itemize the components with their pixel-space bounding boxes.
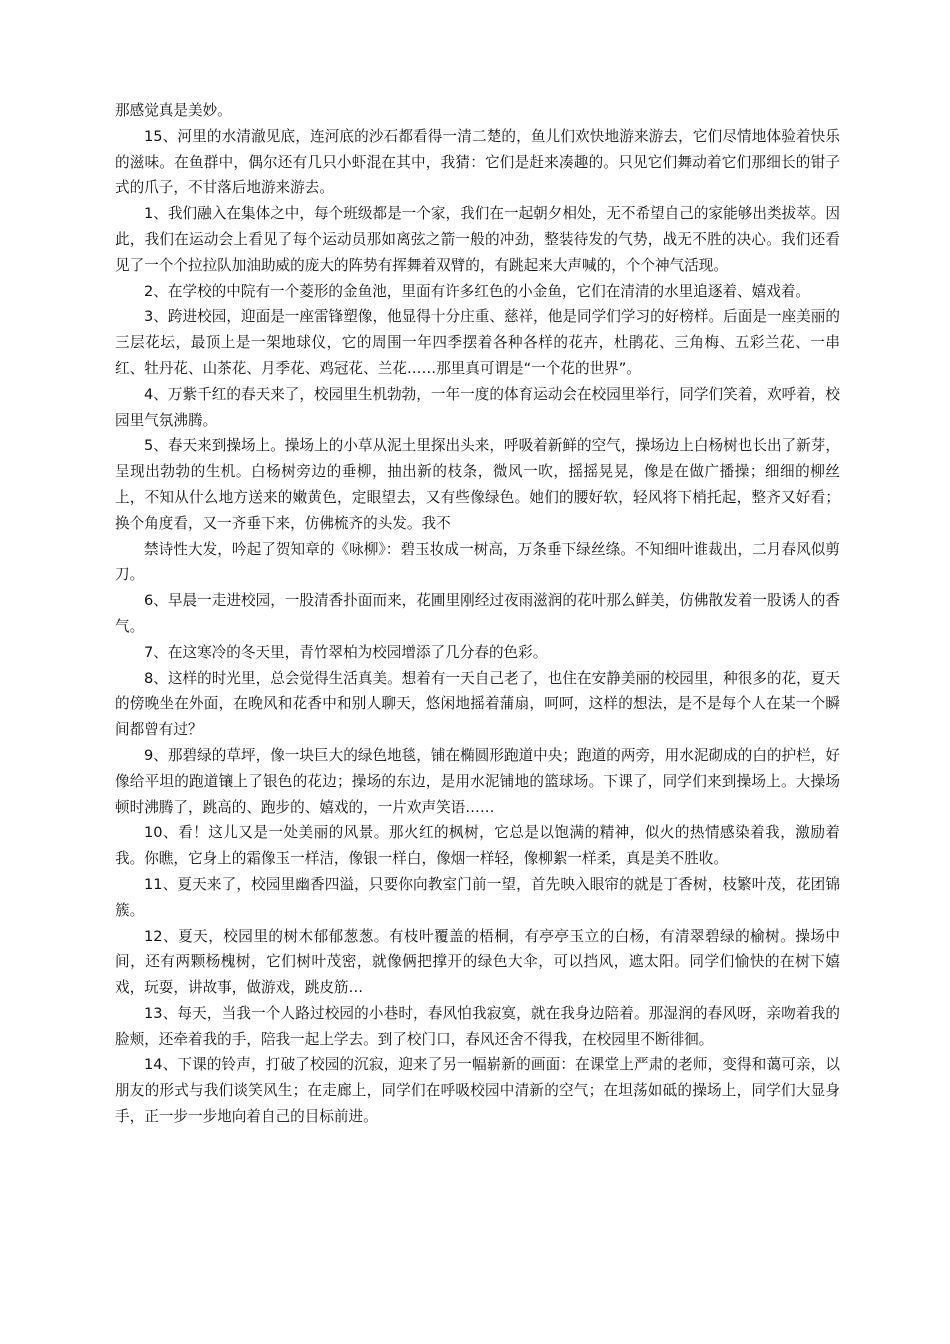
paragraph-15: 15、河里的水清澈见底，连河底的沙石都看得一清二楚的，鱼儿们欢快地游来游去，它们尽情地体验着快乐的滋味。在鱼群中，偶尔还有几只小虾混在其中，我猜：它们是赶来凑趣的。只见它们舞动着它们那细长的钳子式的爪子，不甘落后地游来游去。 (115, 127, 840, 197)
paragraph-4: 4、万紫千红的春天来了，校园里生机勃勃，一年一度的体育运动会在校园里举行，同学们笑着，欢呼着，校园里气氛沸腾。 (115, 385, 840, 429)
paragraph-7: 7、在这寒冷的冬天里，青竹翠柏为校园增添了几分春的色彩。 (144, 643, 548, 661)
paragraph-12: 12、夏天，校园里的树木郁郁葱葱。有枝叶覆盖的梧桐，有亭亭玉立的白杨，有清翠碧绿的榆树。操场中间，还有两颗杨槐树，它们树叶茂密，就像俩把撑开的绿色大伞，可以挡风，遮太阳。同学们愉快的在树下嬉戏，玩耍，讲故事，做游戏，跳皮筋… (115, 927, 840, 997)
paragraph-3: 3、跨进校园，迎面是一座雷锋塑像，他显得十分庄重、慈祥，他是同学们学习的好榜样。后面是一座美丽的三层花坛，最顶上是一架地球仪，它的周围一年四季摆着各种各样的花卉，杜鹃花、三角梅、五彩兰花、一串红、牡丹花、山茶花、月季花、鸡冠花、兰花……那里真可谓是“一个花的世界”。 (115, 308, 840, 377)
paragraph-1: 1、我们融入在集体之中，每个班级都是一个家，我们在一起朝夕相处，无不希望自己的家能够出类拔萃。因此，我们在运动会上看见了每个运动员那如离弦之箭一般的冲劲，整装待发的气势，战无不胜的决心。我们还看见了一个个拉拉队加油助威的庞大的阵势有挥舞着双臂的，有跳起来大声喊的，个个神气活现。 (115, 205, 840, 274)
paragraph-13: 13、每天，当我一个人路过校园的小巷时，春风怕我寂寞，就在我身边陪着。那湿润的春风呀，亲吻着我的脸颊，还牵着我的手，陪我一起上学去。到了校门口，春风还舍不得我，在校园里不断徘徊。 (115, 1004, 840, 1048)
paragraph-6: 6、早晨一走进校园，一股清香扑面而来，花圃里刚经过夜雨滋润的花叶那么鲜美，仿佛散发着一股诱人的香气。 (115, 592, 840, 635)
paragraph-14: 14、下课的铃声，打破了校园的沉寂，迎来了另一幅崭新的画面：在课堂上严肃的老师，变得和蔼可亲，以朋友的形式与我们谈笑风生；在走廊上，同学们在呼吸校园中清新的空气；在坦荡如砥的操场上，同学们大显身手，正一步一步地向着自己的目标前进。 (115, 1056, 840, 1126)
paragraph-11: 11、夏天来了，校园里幽香四溢，只要你向教室门前一望，首先映入眼帘的就是丁香树，枝繁叶茂，花团锦簇。 (115, 875, 840, 919)
document-body (115, 98, 840, 1130)
paragraph-9: 9、那碧绿的草坪，像一块巨大的绿色地毯，铺在椭圆形跑道中央；跑道的两旁，用水泥砌成的白的护栏，好像给平坦的跑道镶上了银色的花边；操场的东边，是用水泥铺地的篮球场。下课了，同学们来到操场上。大操场顿时沸腾了，跳高的、跑步的、嬉戏的，一片欢声笑语…… (115, 746, 840, 816)
paragraph-5: 5、春天来到操场上。操场上的小草从泥土里探出头来，呼吸着新鲜的空气，操场边上白杨树也长出了新芽，呈现出勃勃的生机。白杨树旁边的垂柳，抽出新的枝条，微风一吹，摇摇晃晃，像是在做广播操；细细的柳丝上，不知从什么地方送来的嫩黄色，定眼望去，又有些像绿色。她们的腰好软，轻风将下梢托起，整齐又好看；换个角度看，又一齐垂下来，仿佛梳齐的头发。我不 (115, 437, 840, 532)
paragraph-5-continued: 禁诗性大发，吟起了贺知章的《咏柳》：碧玉妆成一树高，万条垂下绿丝绦。不知细叶谁裁出，二月春风似剪刀。 (115, 540, 840, 584)
paragraph-10: 10、看！这儿又是一处美丽的风景。那火红的枫树，它总是以饱满的精神，似火的热情感染着我，激励着我。你瞧，它身上的霜像玉一样洁，像银一样白，像烟一样轻，像柳絮一样柔，真是美不胜收。 (115, 824, 840, 868)
paragraph-8: 8、这样的时光里，总会觉得生活真美。想着有一天自己老了，也住在安静美丽的校园里，种很多的花，夏天的傍晚坐在外面，在晚风和花香中和别人聊天，悠闲地摇着蒲扇，呵呵，这样的想法，是不是每个人在某一个瞬间都曾有过？ (115, 669, 840, 739)
paragraph-continuation: 那感觉真是美妙。 (115, 102, 232, 119)
paragraph-2: 2、在学校的中院有一个菱形的金鱼池，里面有许多红色的小金鱼，它们在清清的水里追逐着、嬉戏着。 (144, 282, 811, 300)
